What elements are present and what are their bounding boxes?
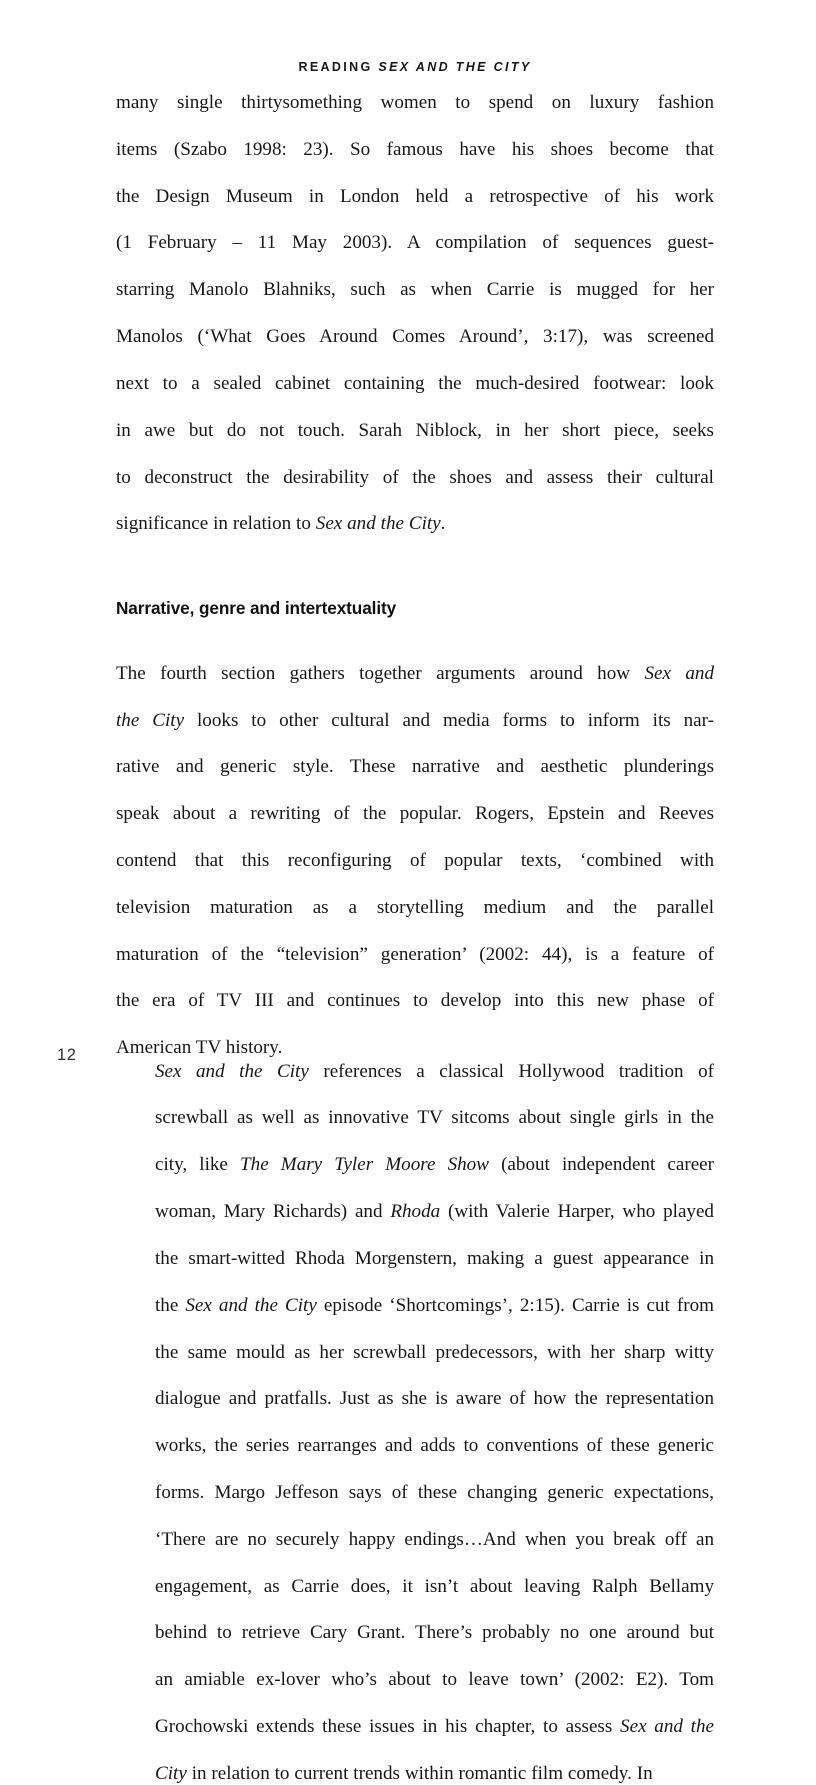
text-line — [116, 709, 714, 756]
text-line — [116, 1715, 714, 1762]
line-pre: Grochowski extends these issues in his chapter, to assess — [155, 1716, 621, 1737]
text-line: the era of TV III and continues to develop into this new phase of — [116, 990, 714, 1012]
running-head — [116, 60, 714, 74]
title-italic-the-city: the City — [116, 709, 185, 731]
text-line — [116, 1294, 714, 1341]
text-line: next to a sealed cabinet containing the much-desired footwear: look — [116, 372, 714, 394]
text-line: items (Szabo 1998: 23). So famous have his shoes become that — [116, 138, 714, 160]
text-line: an amiable ex-lover who’s about to leave town’ (2002: E2). Tom — [155, 1669, 714, 1691]
text-line: maturation of the “television” generation’ (2002: 44), is a feature of — [116, 943, 714, 965]
spacer — [116, 536, 714, 598]
running-head-roman: READING — [298, 60, 379, 74]
text-line — [116, 1153, 714, 1200]
text-line: the same mould as her screwball predecessors, with her sharp witty — [155, 1341, 714, 1363]
text-line: the smart-witted Rhoda Morgenstern, making a guest appearance in — [155, 1247, 714, 1269]
text-line: many single thirtysomething women to spend on luxury fashion — [116, 92, 714, 113]
spacer — [116, 618, 714, 662]
line-pre: city, like — [155, 1154, 241, 1176]
line-pre: the — [155, 1294, 186, 1316]
text-line: (1 February – 11 May 2003). A compilation of sequences guest- — [116, 232, 714, 254]
section-heading: Narrative, genre and intertextuality — [116, 597, 397, 618]
page-number: 12 — [57, 1046, 77, 1064]
title-italic-sex-and-the: Sex and the — [620, 1716, 714, 1737]
title-italic-mary-tyler-moore-show: The Mary Tyler Moore Show — [240, 1154, 489, 1176]
text-line — [116, 1060, 714, 1107]
title-italic-sex-and-the-city: Sex and the City — [155, 1060, 309, 1082]
title-italic-rhoda: Rhoda — [390, 1201, 441, 1223]
title-italic-city: City — [155, 1762, 187, 1784]
line-pre: woman, Mary Richards) and — [155, 1201, 391, 1223]
text-line: rative and generic style. These narrative and aesthetic plunderings — [116, 756, 714, 778]
line-tail: (about independent career — [488, 1154, 715, 1176]
text-line: Manolos (‘What Goes Around Comes Around’, 3:17), was screened — [116, 326, 714, 348]
running-head-italic: SEX AND THE CITY — [378, 60, 532, 74]
text-line: contend that this reconfiguring of popular texts, ‘combined with — [116, 849, 714, 871]
text-line: engagement, as Carrie does, it isn’t about leaving Ralph Bellamy — [155, 1575, 714, 1597]
text-line — [116, 512, 714, 535]
text-column — [116, 91, 714, 1785]
text-line: works, the series rearranges and adds to conventions of these generic — [155, 1435, 714, 1457]
title-italic-sex-and: Sex and — [644, 662, 714, 684]
line-text: The fourth section gathers together arguments around how — [116, 662, 645, 684]
title-italic-sex-and-the-city: Sex and the City — [185, 1294, 317, 1316]
text-line: in awe but do not touch. Sarah Niblock, in her short piece, seeks — [116, 419, 714, 441]
text-line: television maturation as a storytelling medium and the parallel — [116, 896, 714, 918]
text-line: forms. Margo Jeffeson says of these changing generic expectations, — [155, 1481, 714, 1503]
line-text: looks to other cultural and media forms to inform its nar- — [184, 709, 714, 731]
paragraph-sex-and-the-city-references — [116, 1060, 714, 1785]
text-line: speak about a rewriting of the popular. Rogers, Epstein and Reeves — [116, 803, 714, 825]
text-line: behind to retrieve Cary Grant. There’s probably no one around but — [155, 1622, 714, 1644]
text-line: ‘There are no securely happy endings…And when you break off an — [155, 1528, 714, 1550]
text-line: the Design Museum in London held a retrospective of his work — [116, 185, 714, 207]
line-tail: (with Valerie Harper, who played — [440, 1201, 714, 1223]
paragraph-fourth-section — [116, 662, 714, 1060]
text-line: American TV history. — [116, 1037, 283, 1059]
line-text: significance in relation to — [116, 513, 316, 535]
text-line: to deconstruct the desirability of the shoes and assess their cultural — [116, 466, 714, 488]
line-tail: . — [440, 513, 446, 535]
text-line: starring Manolo Blahniks, such as when Carrie is mugged for her — [116, 279, 714, 301]
line-tail: in relation to current trends within romantic film comedy. In — [186, 1762, 653, 1784]
line-tail: references a classical Hollywood tradition of — [308, 1060, 714, 1082]
text-line — [116, 1762, 714, 1785]
text-line: screwball as well as innovative TV sitcoms about single girls in the — [155, 1107, 714, 1129]
text-line: dialogue and pratfalls. Just as she is aware of how the representation — [155, 1388, 714, 1410]
paragraph-continuation — [116, 91, 714, 536]
title-italic-sex-and-the-city: Sex and the City — [315, 513, 441, 535]
text-line — [116, 662, 714, 709]
line-tail: episode ‘Shortcomings’, 2:15). Carrie is cut from — [316, 1294, 714, 1316]
text-line — [116, 1200, 714, 1247]
